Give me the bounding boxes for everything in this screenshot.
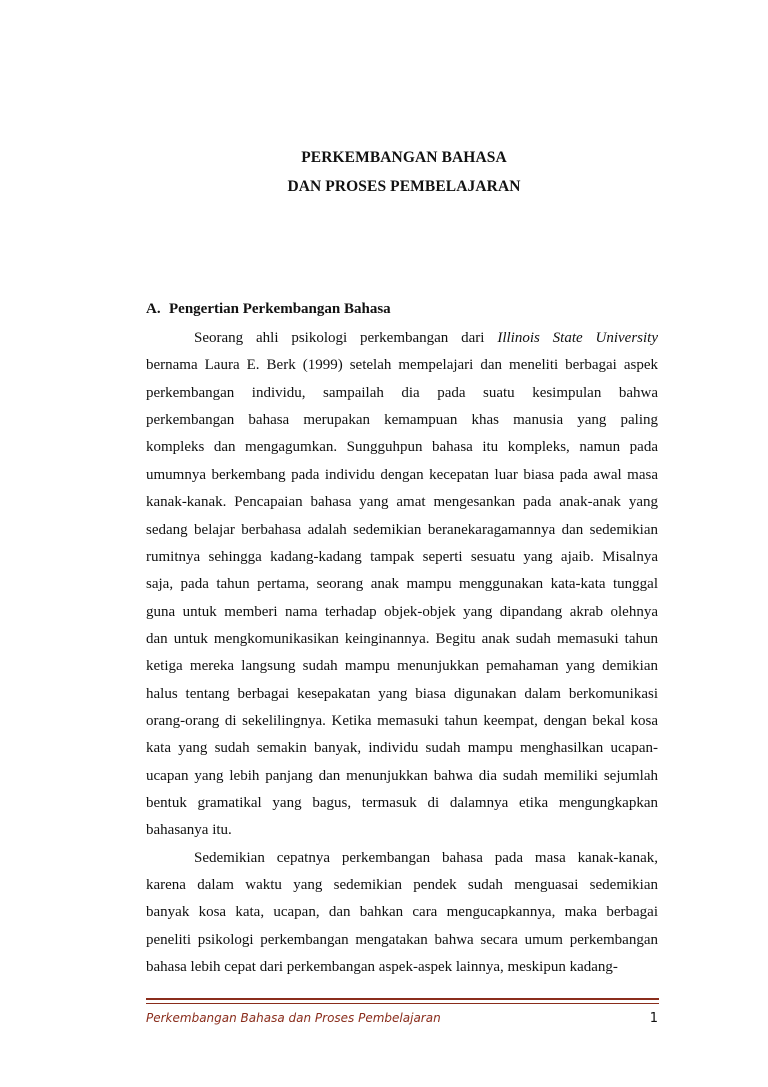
- body-line: karena dalam waktu yang sedemikian pendek sudah menguasai sedemikian: [146, 877, 658, 893]
- footer-divider-thin: [146, 1003, 659, 1004]
- body-line: peneliti psikologi perkembangan mengatakan bahwa secara umum perkembangan: [146, 931, 658, 948]
- body-line: [194, 328, 658, 348]
- body-line: rumitnya sehingga kadang-kadang tampak seperti sesuatu yang ajaib. Misalnya: [146, 548, 658, 565]
- document-title-line-1: PERKEMBANGAN BAHASA: [301, 149, 507, 166]
- section-heading: [146, 301, 391, 318]
- body-line: dan untuk mengkomunikasikan keinginannya. Begitu anak sudah memasuki tahun: [146, 630, 658, 647]
- body-line: guna untuk memberi nama terhadap objek-objek yang dipandang akrab olehnya: [146, 603, 658, 620]
- body-line: banyak kosa kata, ucapan, dan bahkan cara mengucapkannya, maka berbagai: [146, 904, 658, 921]
- body-line: ketiga mereka langsung sudah mampu menunjukkan pemahaman yang demikian: [146, 658, 658, 675]
- body-line: bernama Laura E. Berk (1999) setelah mempelajari dan meneliti berbagai aspek: [146, 357, 658, 374]
- footer-divider: [146, 998, 659, 1000]
- body-line: kata yang sudah semakin banyak, individu sudah mampu menghasilkan ucapan-: [146, 740, 658, 757]
- body-line: sedang belajar berbahasa adalah sedemikian beranekaragamannya dan sedemikian: [146, 521, 658, 538]
- body-line: Sedemikian cepatnya perkembangan bahasa pada masa kanak-kanak,: [194, 849, 658, 866]
- body-line: perkembangan individu, sampailah dia pada suatu kesimpulan bahwa: [146, 384, 658, 401]
- institution-name: Illinois State University: [497, 330, 658, 346]
- body-line: bentuk gramatikal yang bagus, termasuk di dalamnya etika mengungkapkan: [146, 795, 658, 811]
- body-line: orang-orang di sekelilingnya. Ketika memasuki tahun keempat, dengan bekal kosa: [146, 712, 658, 729]
- section-title: Pengertian Perkembangan Bahasa: [169, 301, 391, 317]
- document-title-line-2: DAN PROSES PEMBELAJARAN: [287, 178, 521, 195]
- body-line: ucapan yang lebih panjang dan menunjukkan bahwa dia sudah memiliki sejumlah: [146, 767, 658, 784]
- body-line: kanak-kanak. Pencapaian bahasa yang amat mengesankan pada anak-anak yang: [146, 494, 658, 511]
- body-line: umumnya berkembang pada individu dengan kecepatan luar biasa pada awal masa: [146, 466, 658, 483]
- body-line: saja, pada tahun pertama, seorang anak mampu menggunakan kata-kata tunggal: [146, 576, 658, 593]
- body-line: kompleks dan mengagumkan. Sungguhpun bahasa itu kompleks, namun pada: [146, 439, 658, 456]
- body-line: bahasanya itu.: [146, 822, 232, 839]
- body-line-text: Seorang ahli psikologi perkembangan dari: [194, 330, 498, 346]
- body-line: halus tentang berbagai kesepakatan yang biasa digunakan dalam berkomunikasi: [146, 685, 658, 702]
- body-line: bahasa lebih cepat dari perkembangan aspek-aspek lainnya, meskipun kadang-: [146, 959, 618, 976]
- footer-running-title: Perkembangan Bahasa dan Proses Pembelajaran: [146, 1011, 441, 1025]
- page-number: 1: [649, 1011, 658, 1026]
- section-number: A.: [146, 301, 161, 317]
- body-line: perkembangan bahasa merupakan kemampuan khas manusia yang paling: [146, 412, 658, 429]
